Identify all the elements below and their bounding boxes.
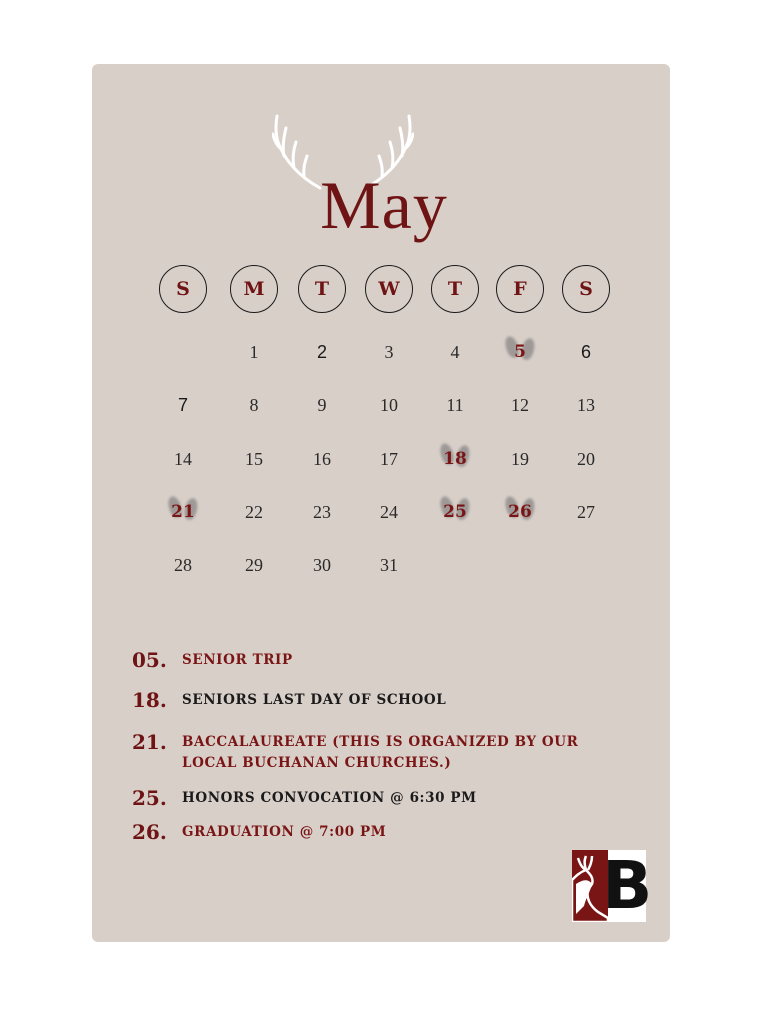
- event-description: SENIOR TRIP: [182, 652, 293, 668]
- day-6: 6: [580, 342, 591, 362]
- day-9: 9: [317, 395, 327, 415]
- event-date: 25.: [132, 786, 167, 810]
- weekday-1: M: [230, 265, 278, 313]
- day-8: 8: [249, 395, 259, 415]
- school-logo: [572, 847, 653, 924]
- event-description: GRADUATION @ 7:00 PM: [182, 824, 387, 840]
- day-13: 13: [577, 395, 595, 415]
- day-19: 19: [511, 449, 529, 469]
- event-date: 26.: [132, 820, 167, 844]
- day-5: 5: [514, 342, 526, 362]
- event-description: HONORS CONVOCATION @ 6:30 PM: [182, 790, 477, 806]
- weekday-2: T: [298, 265, 346, 313]
- day-1: 1: [249, 342, 259, 362]
- day-26: 26: [508, 502, 532, 522]
- weekday-0: S: [159, 265, 207, 313]
- day-7: 7: [177, 395, 188, 415]
- day-24: 24: [380, 502, 398, 522]
- day-3: 3: [384, 342, 394, 362]
- day-11: 11: [446, 395, 464, 415]
- day-28: 28: [174, 555, 192, 575]
- day-29: 29: [245, 555, 263, 575]
- day-20: 20: [577, 449, 595, 469]
- day-17: 17: [380, 449, 398, 469]
- day-12: 12: [511, 395, 529, 415]
- month-title: May: [320, 167, 448, 243]
- event-date: 21.: [132, 730, 167, 754]
- day-14: 14: [174, 449, 192, 469]
- day-31: 31: [380, 555, 398, 575]
- day-30: 30: [313, 555, 331, 575]
- event-date: 05.: [132, 648, 167, 672]
- weekday-3: W: [365, 265, 413, 313]
- day-22: 22: [245, 502, 263, 522]
- weekday-5: F: [496, 265, 544, 313]
- weekday-6: S: [562, 265, 610, 313]
- day-27: 27: [577, 502, 595, 522]
- day-21: 21: [171, 502, 195, 522]
- day-2: 2: [316, 342, 327, 362]
- day-18: 18: [443, 449, 467, 469]
- day-4: 4: [450, 342, 460, 362]
- day-16: 16: [313, 449, 331, 469]
- day-25: 25: [443, 502, 467, 522]
- day-23: 23: [313, 502, 331, 522]
- logo-letter: B: [602, 847, 653, 924]
- day-15: 15: [245, 449, 263, 469]
- event-description: SENIORS LAST DAY OF SCHOOL: [182, 692, 447, 708]
- event-date: 18.: [132, 688, 167, 712]
- day-10: 10: [380, 395, 398, 415]
- weekday-4: T: [431, 265, 479, 313]
- event-description: BACCALAUREATE (THIS IS ORGANIZED BY OUR LOCAL BUCHANAN CHURCHES.): [182, 734, 579, 771]
